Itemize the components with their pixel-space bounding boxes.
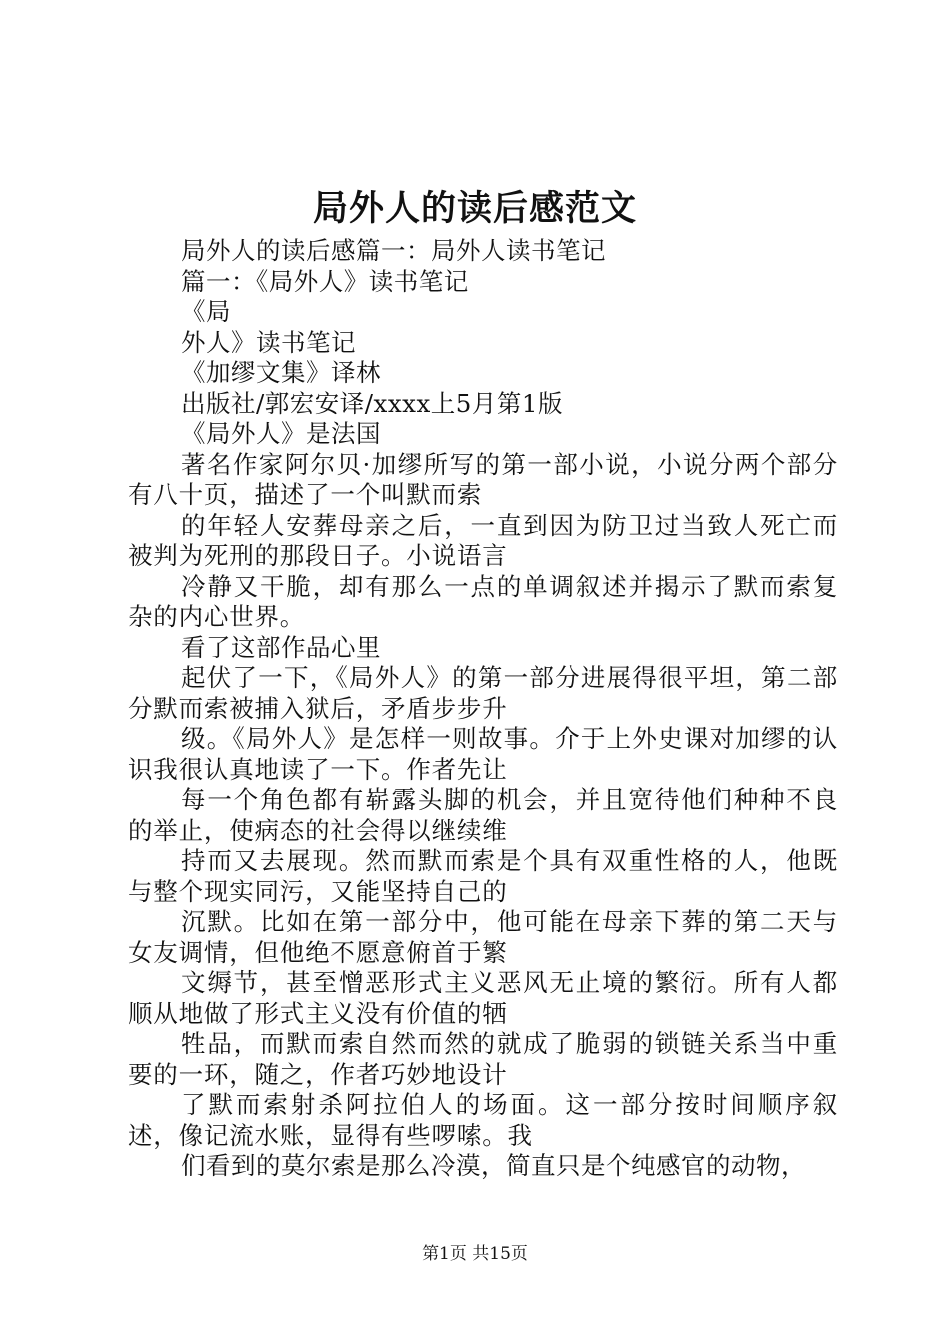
paragraph: 局外人的读后感篇一：局外人读书笔记 — [181, 236, 606, 265]
paragraph: 冷静又干脆，却有那么一点的单调叙述并揭示了默而索复杂的内心世界。 — [128, 571, 838, 631]
paragraph: 看了这部作品心里 — [181, 632, 381, 662]
paragraph: 持而又去展现。然而默而索是个具有双重性格的人，他既与整个现实同污，又能坚持自己的 — [128, 846, 838, 906]
page-number-footer: 第1页 共15页 — [422, 1244, 528, 1264]
paragraph: 的年轻人安葬母亲之后，一直到因为防卫过当致人死亡而被判为死刑的那段日子。小说语言 — [128, 510, 838, 570]
paragraph: 外人》读书笔记 — [181, 327, 356, 357]
paragraph: 们看到的莫尔索是那么冷漠，简直只是个纯感官的动物， — [181, 1151, 806, 1180]
document-body — [128, 236, 838, 1182]
paragraph: 著名作家阿尔贝·加缪所写的第一部小说，小说分两个部分有八十页，描述了一个叫默而索 — [128, 449, 838, 509]
paragraph: 每一个角色都有崭露头脚的机会，并且宽待他们种种不良的举止，使病态的社会得以继续维 — [128, 785, 838, 845]
paragraph: 文缛节，甚至憎恶形式主义恶风无止境的繁衍。所有人都顺从地做了形式主义没有价值的牺 — [128, 968, 838, 1028]
document-title: 局外人的读后感范文 — [312, 188, 637, 229]
paragraph: 了默而索射杀阿拉伯人的场面。这一部分按时间顺序叙述，像记流水账，显得有些啰嗦。我 — [128, 1090, 838, 1150]
paragraph: 《局 — [181, 297, 231, 326]
paragraph: 《加缪文集》译林 — [181, 358, 381, 387]
paragraph: 牲品，而默而索自然而然的就成了脆弱的锁链关系当中重要的一环，随之，作者巧妙地设计 — [128, 1029, 838, 1089]
paragraph: 篇一：《局外人》读书笔记 — [181, 266, 469, 296]
paragraph: 起伏了一下，《局外人》的第一部分进展得很平坦，第二部分默而索被捕入狱后，矛盾步步升 — [128, 663, 838, 723]
paragraph: 《局外人》是法国 — [181, 419, 381, 448]
paragraph: 级。《局外人》是怎样一则故事。介于上外史课对加缪的认识我很认真地读了一下。作者先让 — [128, 724, 838, 784]
paragraph: 出版社/郭宏安译/xxxx上5月第1版 — [181, 388, 563, 418]
paragraph: 沉默。比如在第一部分中，他可能在母亲下葬的第二天与女友调情，但他绝不愿意俯首于繁 — [128, 907, 838, 967]
